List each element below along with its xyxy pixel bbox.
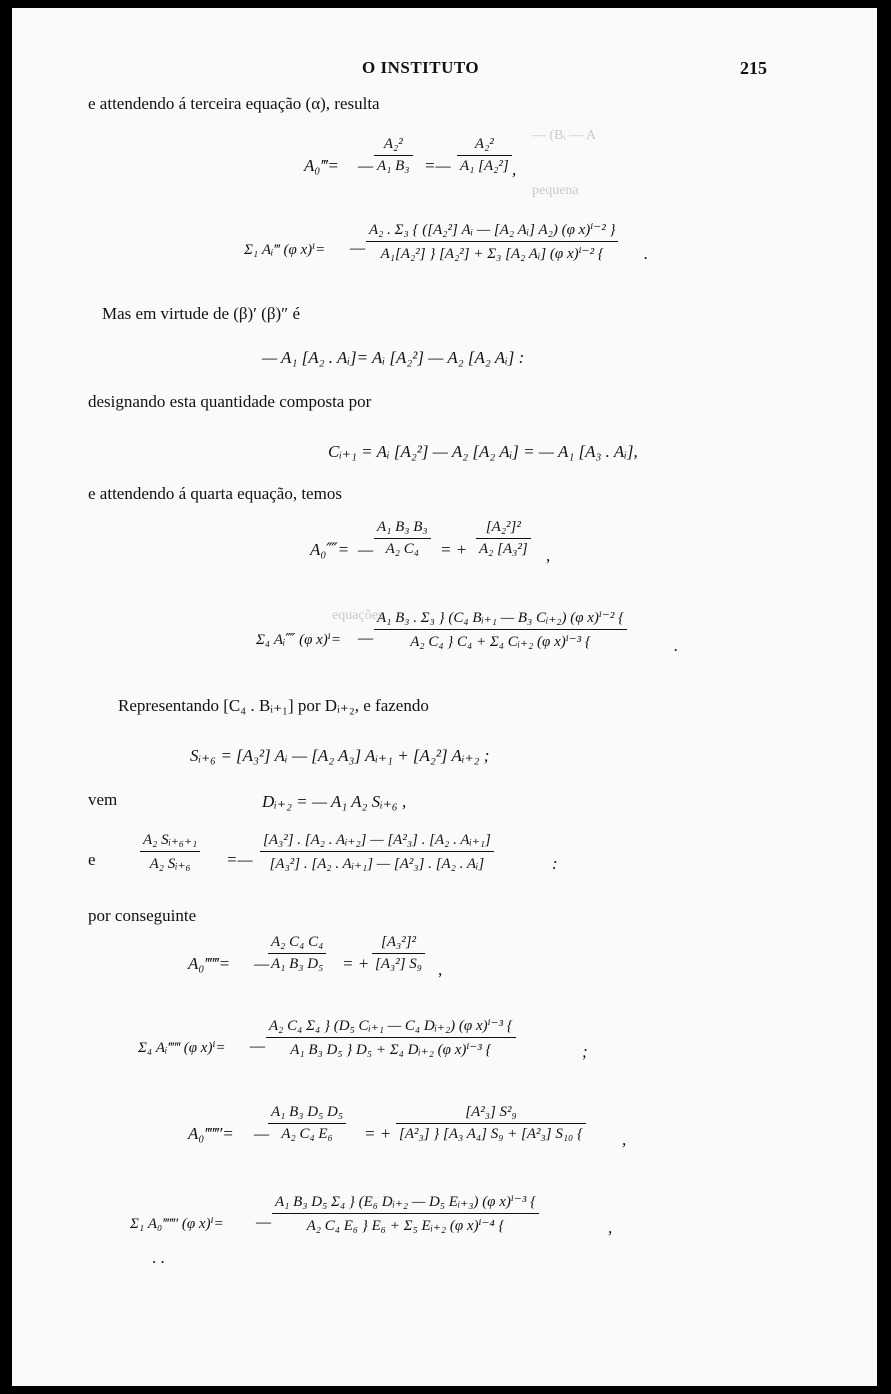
fraction [374, 608, 627, 651]
minus-sign: — [350, 238, 366, 257]
fraction-bar [372, 953, 425, 954]
fraction-bar [366, 241, 618, 242]
denominator: [A₃²] . [A₂ . Aᵢ₊₁] — [A²₃] . [A₂ . Aᵢ] [269, 856, 485, 872]
bleed-through-text: — (Bᵢ — A [532, 128, 597, 143]
minus-sign: — [358, 540, 374, 559]
fraction [396, 1104, 586, 1143]
equation: Cᵢ₊₁ = Aᵢ [A₂²] — A₂ [A₂ Aᵢ] = — A₁ [A₃ . Aᵢ], [328, 442, 638, 461]
equals-plus-sign: = + [364, 1124, 392, 1143]
fraction-bar [476, 538, 531, 539]
equals-minus-sign: =— [424, 156, 451, 175]
denominator: A₂ [A₃²] [479, 541, 528, 557]
fraction-bar [260, 851, 494, 852]
numerator: [A₃²]² [380, 934, 417, 950]
numerator: A₂ . Σ₃ { ([A₂²] Aᵢ — [A₂ Aᵢ] A₂) (φ x)ⁱ⁻² } [369, 222, 616, 238]
fraction [268, 934, 326, 973]
text-line: e [88, 850, 96, 869]
fraction-bar [374, 538, 431, 539]
text-line: e attendendo á quarta equação, temos [88, 484, 342, 503]
fraction-bar [268, 1123, 346, 1124]
fraction [260, 830, 494, 873]
ellipsis-dots: . . [152, 1248, 165, 1267]
running-head: O INSTITUTO [362, 58, 480, 77]
page-number: 215 [740, 58, 767, 78]
punctuation: . [644, 244, 649, 263]
equation-lhs: A₀‴‴= [188, 954, 231, 973]
numerator: A₁ B₃ . Σ₃ } (C₄ Bᵢ₊₁ — B₃ Cᵢ₊₂) (φ x)ⁱ⁻² { [377, 610, 625, 626]
numerator: A₂² [383, 136, 403, 152]
equation-lhs: Σ₄ Aᵢ⁗ (φ x)ⁱ= [256, 632, 341, 648]
fraction [268, 1104, 346, 1143]
denominator: [A₃²] S₉ [375, 956, 423, 972]
bleed-through-text: pequena [532, 183, 579, 198]
minus-sign: — [358, 628, 374, 647]
equation-lhs: A₀⁗= [310, 540, 350, 559]
punctuation: : [552, 854, 558, 873]
denominator: A₁ B₃ [377, 158, 410, 174]
numerator: A₂² [474, 136, 494, 152]
equals-minus-sign: =— [226, 850, 253, 869]
text-line: vem [88, 790, 118, 809]
fraction [266, 1016, 516, 1059]
fraction [372, 934, 425, 973]
fraction-bar [140, 851, 200, 852]
numerator: A₂ Sᵢ₊₆₊₁ [143, 832, 198, 848]
fraction-bar [374, 629, 627, 630]
fraction-bar [457, 155, 512, 156]
denominator: A₂ C₄ E₆ } E₆ + Σ₅ Eᵢ₊₂ (φ x)ⁱ⁻⁴ { [306, 1218, 505, 1234]
fraction [476, 519, 531, 558]
equals-plus-sign: = + [342, 954, 370, 973]
equation-lhs: Σ₁ A₀‴‴′ (φ x)ⁱ= [130, 1216, 224, 1232]
text-line: Mas em virtude de (β)′ (β)″ é [102, 304, 301, 323]
minus-sign: — [256, 1212, 272, 1231]
bleed-through-text: equações [332, 608, 384, 623]
denominator: A₁ [A₂²] [460, 158, 509, 174]
denominator: A₂ C₄ E₆ [281, 1126, 333, 1142]
equation-lhs: A₀‴= [304, 156, 339, 175]
minus-sign: — [254, 954, 270, 973]
denominator: A₁[A₂²] } [A₂²] + Σ₃ [A₂ Aᵢ] (φ x)ⁱ⁻² { [380, 246, 604, 262]
equation-lhs: A₀‴‴′= [188, 1124, 234, 1143]
denominator: A₂ C₄ } C₄ + Σ₄ Cᵢ₊₂ (φ x)ⁱ⁻³ { [410, 634, 591, 650]
fraction [374, 136, 413, 175]
fraction [272, 1192, 539, 1235]
fraction-bar [268, 953, 326, 954]
punctuation: , [512, 160, 517, 179]
text-line: e attendendo á terceira equação (α), resulta [88, 94, 380, 113]
equation: Dᵢ₊₂ = — A₁ A₂ Sᵢ₊₆ , [262, 792, 407, 811]
equation-lhs: Σ₁ Aᵢ‴ (φ x)ⁱ= [244, 242, 326, 258]
fraction-bar [272, 1213, 539, 1214]
numerator: A₁ B₃ D₅ Σ₄ } (E₆ Dᵢ₊₂ — D₅ Eᵢ₊₃) (φ x)ⁱ⁻³ { [275, 1194, 537, 1210]
punctuation: . [674, 636, 679, 655]
punctuation: , [622, 1130, 627, 1149]
journal-page [12, 8, 877, 1386]
denominator: A₁ B₃ D₅ [271, 956, 324, 972]
fraction [457, 136, 512, 175]
equation: — A₁ [A₂ . Aᵢ]= Aᵢ [A₂²] — A₂ [A₂ Aᵢ] : [262, 348, 525, 367]
text-line: por conseguinte [88, 906, 197, 925]
denominator: A₂ Sᵢ₊₆ [149, 856, 191, 872]
numerator: [A₃²] . [A₂ . Aᵢ₊₂] — [A²₃] . [A₂ . Aᵢ₊₁] [263, 832, 491, 848]
equation: Sᵢ₊₆ = [A₃²] Aᵢ — [A₂ A₃] Aᵢ₊₁ + [A₂²] Aᵢ₊₂ ; [190, 746, 490, 765]
fraction [374, 519, 431, 558]
numerator: A₁ B₃ B₃ [377, 519, 428, 535]
equation-lhs: Σ₄ Aᵢ‴‴ (φ x)ⁱ= [138, 1040, 226, 1056]
punctuation: , [608, 1218, 613, 1237]
punctuation: , [438, 960, 443, 979]
fraction-bar [396, 1123, 586, 1124]
minus-sign: — [250, 1036, 266, 1055]
minus-sign: — [254, 1124, 270, 1143]
numerator: [A²₃] S²₉ [465, 1104, 517, 1120]
fraction-bar [374, 155, 413, 156]
fraction-bar [266, 1037, 516, 1038]
text-line: designando esta quantidade composta por [88, 392, 372, 411]
denominator: [A²₃] } [A₃ A₄] S₉ + [A²₃] S₁₀ { [399, 1126, 584, 1142]
numerator: [A₂²]² [485, 519, 521, 535]
text-line: Representando [C₄ . Bᵢ₊₁] por Dᵢ₊₂, e fazendo [118, 696, 429, 715]
punctuation: , [546, 546, 551, 565]
numerator: A₂ C₄ C₄ [271, 934, 324, 950]
denominator: A₁ B₃ D₅ } D₅ + Σ₄ Dᵢ₊₂ (φ x)ⁱ⁻³ { [290, 1042, 492, 1058]
denominator: A₂ C₄ [385, 541, 419, 557]
minus-sign: — [358, 156, 374, 175]
numerator: A₂ C₄ Σ₄ } (D₅ Cᵢ₊₁ — C₄ Dᵢ₊₂) (φ x)ⁱ⁻³ { [269, 1018, 513, 1034]
numerator: A₁ B₃ D₅ D₅ [271, 1104, 344, 1120]
equals-plus-sign: = + [440, 540, 468, 559]
fraction [366, 220, 618, 263]
punctuation: ; [582, 1042, 588, 1061]
fraction [140, 830, 200, 873]
